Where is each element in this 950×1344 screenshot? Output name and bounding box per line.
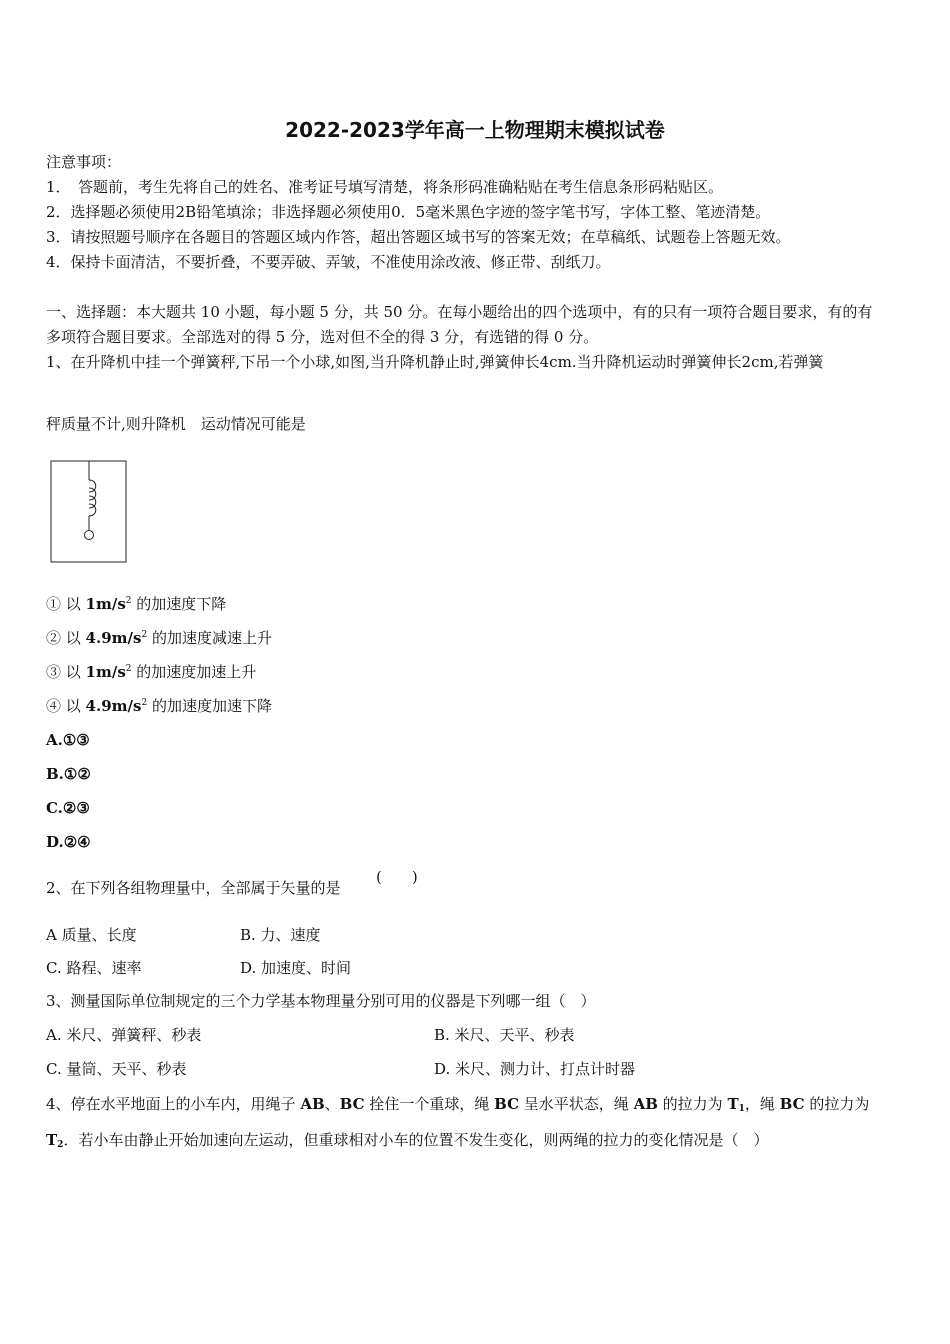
q3-option-b[interactable]: B. 米尺、天平、秒表 [434,1026,575,1044]
q3-option-d[interactable]: D. 米尺、测力计、打点计时器 [434,1060,636,1078]
q1-statement-4: ④ 以 $4.9m/s^2$ 的加速度加速下降 [46,697,272,715]
ball [85,531,94,540]
q1-stem-line-2: 秤质量不计,则升降机 运动情况可能是 [46,415,306,433]
q4-stem-line-1: 4、停在水平地面上的小车内，用绳子 AB、BC 拴住一个重球，绳 BC 呈水平状态，绳 AB 的拉力为 $T_1$，绳 BC 的拉力为 [46,1095,870,1114]
q1-stem-line-1: 1、在升降机中挂一个弹簧秤,下吊一个小球,如图,当升降机静止时,弹簧伸长4cm.当升降机运动时弹簧伸长2cm,若弹簧 [46,353,824,371]
q1-statement-2: ② 以 $4.9m/s^2$ 的加速度减速上升 [46,629,272,647]
q2-option-c[interactable]: C. 路程、速率 [46,959,142,977]
q2-option-a[interactable]: A 质量、长度 [46,926,137,944]
notice-item-4: 4．保持卡面清洁，不要折叠，不要弄破、弄皱，不准使用涂改液、修正带、刮纸刀。 [46,253,611,271]
notice-heading: 注意事项： [46,153,122,171]
q3-stem: 3、测量国际单位制规定的三个力学基本物理量分别可用的仪器是下列哪一组（ ） [46,992,596,1010]
notice-item-3: 3．请按照题号顺序在各题目的答题区域内作答，超出答题区域书写的答案无效；在草稿纸、试题卷上答题无效。 [46,228,791,246]
section-intro-line-2: 多项符合题目要求。全部选对的得 5 分，选对但不全的得 3 分，有选错的得 0 分。 [46,328,599,346]
q1-option-c[interactable]: C.②③ [46,799,90,817]
q2-stem: 2、在下列各组物理量中，全部属于矢量的是 [46,879,341,897]
q1-statement-1: ① 以 $1m/s^2$ 的加速度下降 [46,595,227,613]
notice-item-2: 2．选择题必须使用2B铅笔填涂；非选择题必须使用0．5毫米黑色字迹的签字笔书写，字体工整、笔迹清楚。 [46,203,771,221]
q2-option-b[interactable]: B. 力、速度 [240,926,321,944]
q1-option-a[interactable]: A.①③ [46,731,90,749]
elevator-spring-diagram [50,460,128,564]
page-title: 2022-2023学年高一上物理期末模拟试卷 [285,118,665,142]
notice-item-1: 1． 答题前，考生先将自己的姓名、准考证号填写清楚，将条形码准确粘贴在考生信息条形码粘贴区。 [46,178,724,196]
q1-option-b[interactable]: B.①② [46,765,91,783]
q2-option-d[interactable]: D. 加速度、时间 [240,959,352,977]
q3-option-c[interactable]: C. 量筒、天平、秒表 [46,1060,187,1078]
q1-statement-3: ③ 以 $1m/s^2$ 的加速度加速上升 [46,663,257,681]
spring [89,480,96,516]
q2-answer-paren: ( ) [376,868,418,886]
q3-option-a[interactable]: A. 米尺、弹簧秤、秒表 [46,1026,202,1044]
q1-option-d[interactable]: D.②④ [46,833,91,851]
section-intro-line-1: 一、选择题：本大题共 10 小题，每小题 5 分，共 50 分。在每小题给出的四个选项中，有的只有一项符合题目要求，有的有 [46,303,873,321]
q4-stem-line-2: $T_2$．若小车由静止开始加速向左运动，但重球相对小车的位置不发生变化，则两绳的拉力的变化情况是（ ） [46,1131,769,1150]
